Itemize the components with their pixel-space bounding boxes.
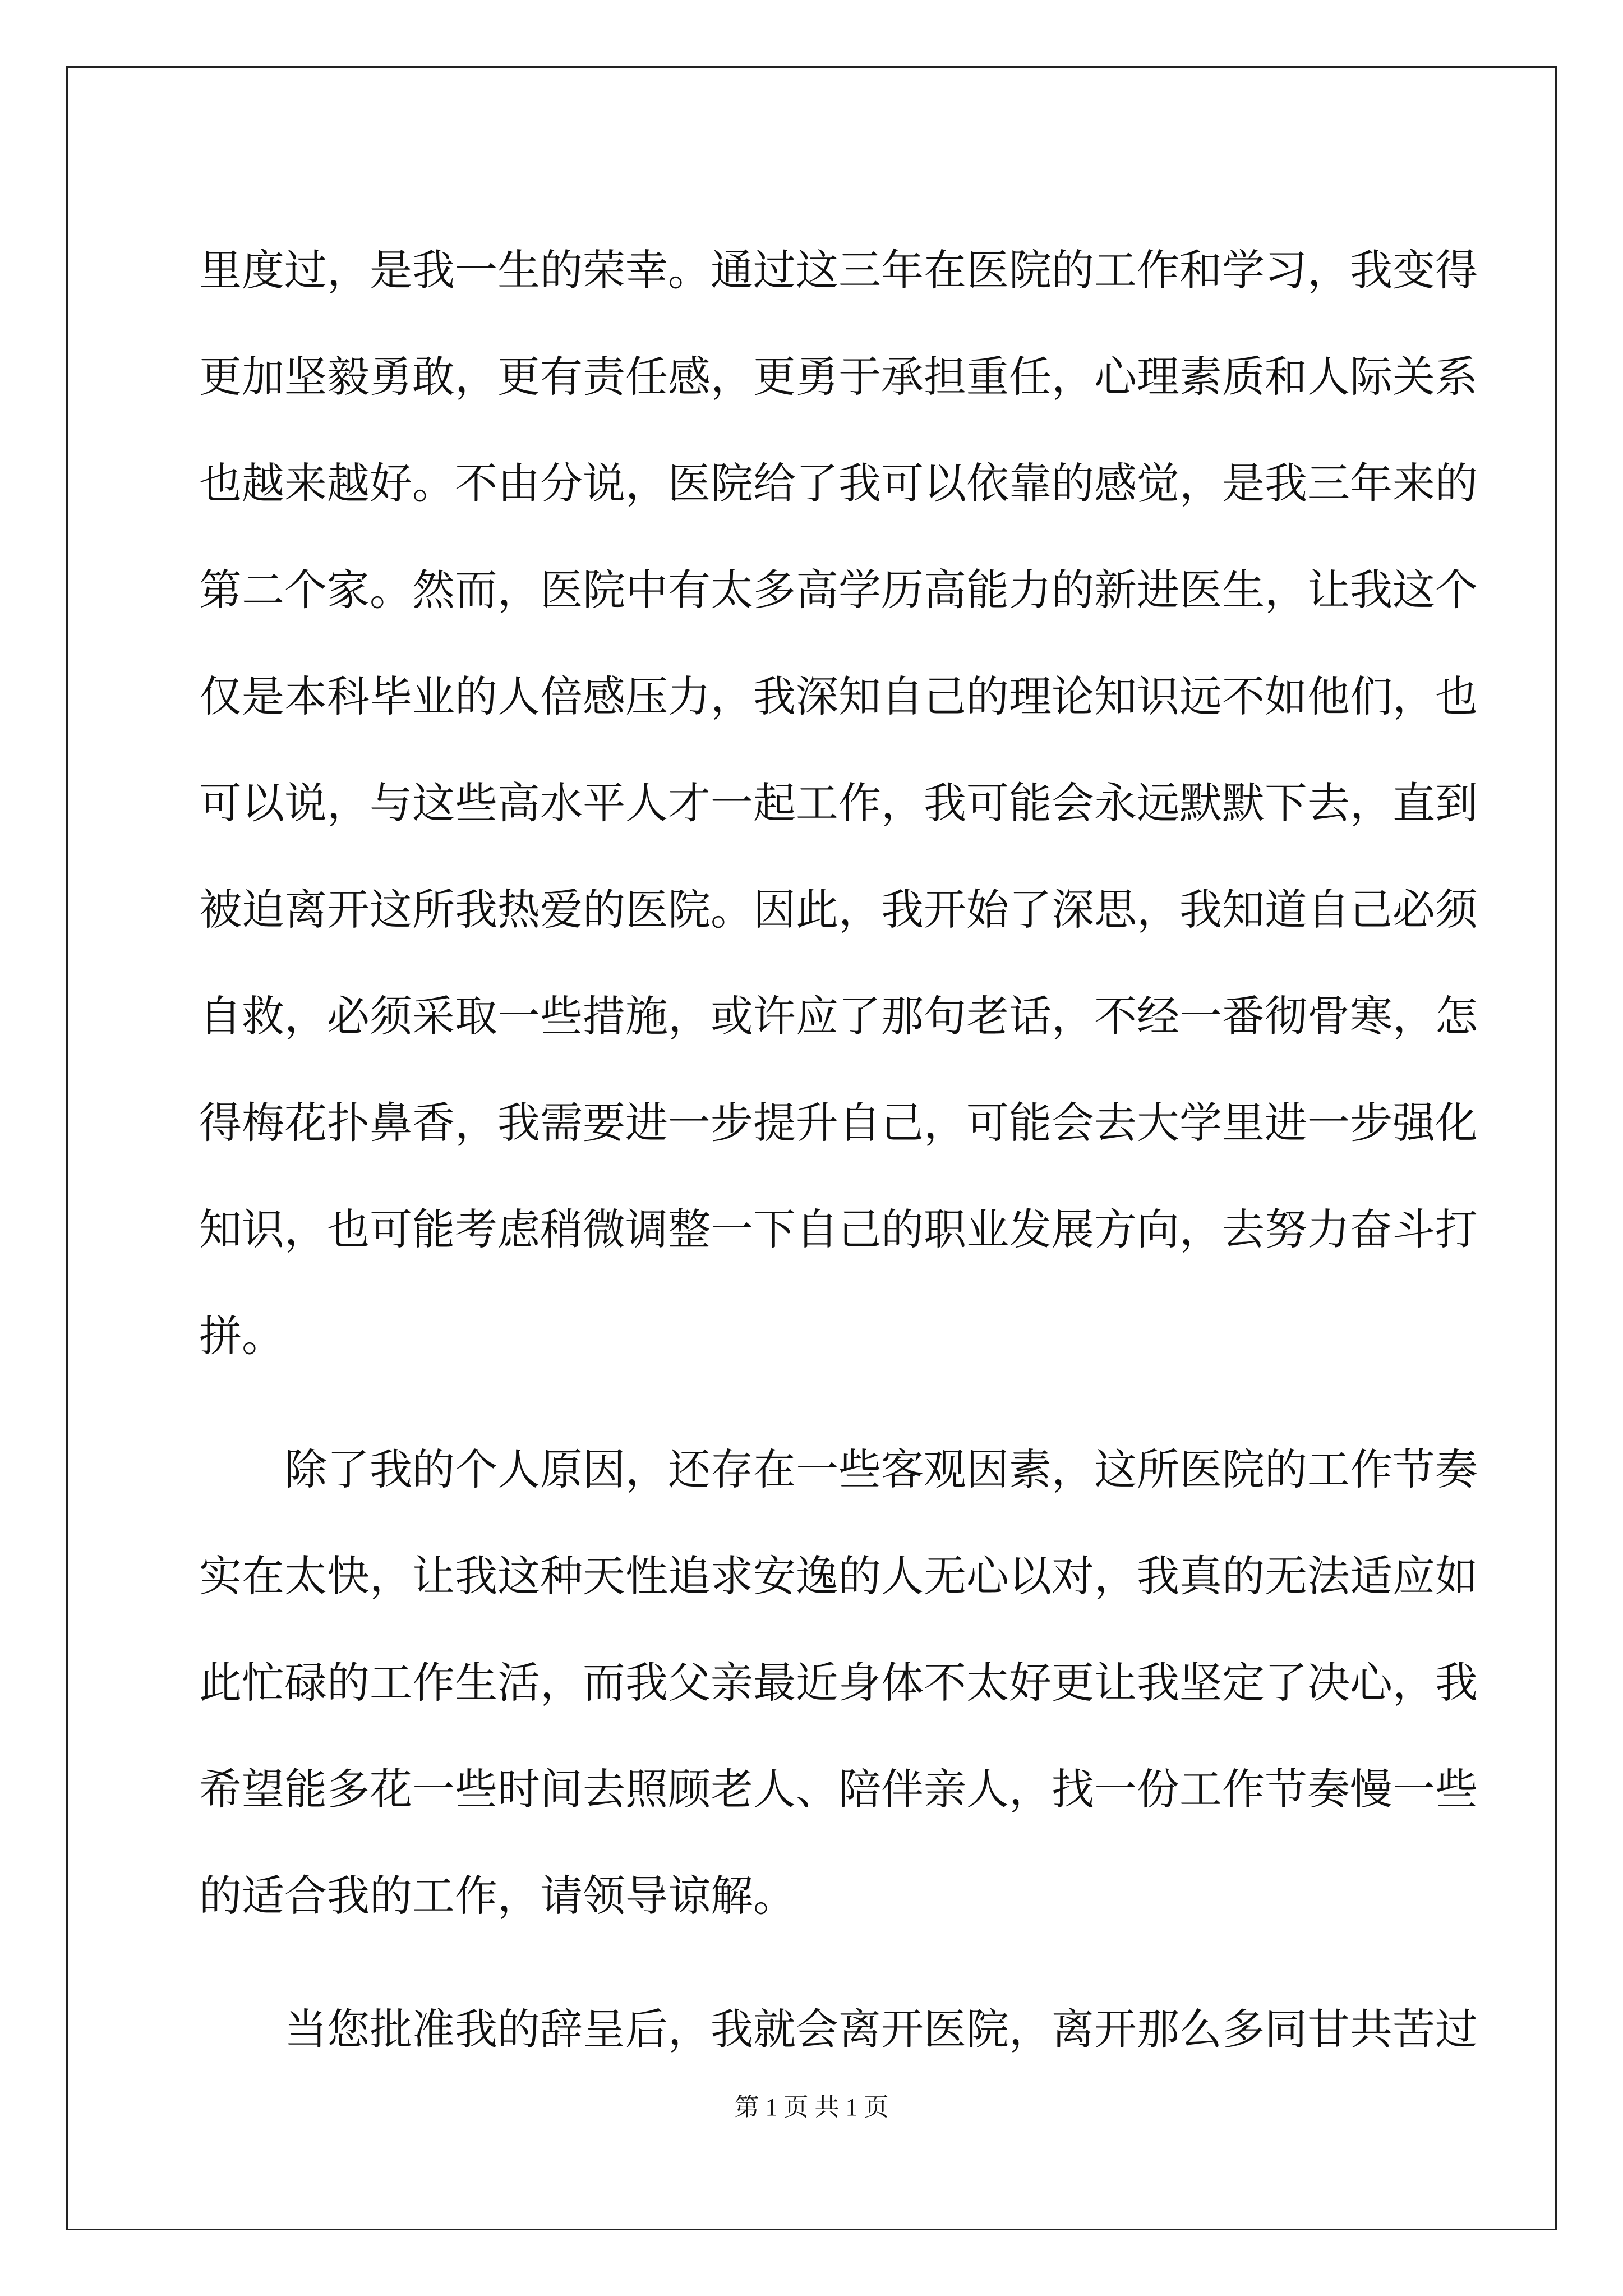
text-line: 被 迫 离 开 这 所 我 热 爱 的 医 院 。 因 此 ， 我 开 始 了 深 思 ， 我 知 道 自 己 必 须 bbox=[199, 884, 1478, 935]
text-line: 拼。 bbox=[199, 1310, 284, 1361]
page-number: 第 1 页 共 1 页 bbox=[734, 2093, 889, 2121]
text-line: 得 梅 花 扑 鼻 香 ， 我 需 要 进 一 步 提 升 自 己 ， 可 能 会 去 大 学 里 进 一 步 强 化 bbox=[199, 1097, 1478, 1148]
paragraph-first-line: 除 了 我 的 个 人 原 因 ， 还 存 在 一 些 客 观 因 素 ， 这 所 医 院 的 工 作 节 奏 bbox=[284, 1444, 1478, 1494]
text-line: 希 望 能 多 花 一 些 时 间 去 照 顾 老 人 、 陪 伴 亲 人 ， 找 一 份 工 作 节 奏 慢 一 些 bbox=[199, 1764, 1478, 1814]
text-line: 第 二 个 家 。 然 而 ， 医 院 中 有 太 多 高 学 历 高 能 力 的 新 进 医 生 ， 让 我 这 个 bbox=[199, 564, 1478, 615]
text-line: 实 在 太 快 ， 让 我 这 种 天 性 追 求 安 逸 的 人 无 心 以 对 ， 我 真 的 无 法 适 应 如 bbox=[199, 1550, 1478, 1601]
text-line: 可 以 说 ， 与 这 些 高 水 平 人 才 一 起 工 作 ， 我 可 能 会 永 远 默 默 下 去 ， 直 到 bbox=[199, 777, 1478, 828]
text-line: 仅 是 本 科 毕 业 的 人 倍 感 压 力 ， 我 深 知 自 己 的 理 论 知 识 远 不 如 他 们 ， 也 bbox=[199, 671, 1478, 721]
document-body bbox=[199, 213, 1478, 2079]
text-line: 里 度 过 ， 是 我 一 生 的 荣 幸 。 通 过 这 三 年 在 医 院 的 工 作 和 学 习 ， 我 变 得 bbox=[199, 245, 1478, 295]
text-line: 自 救 ， 必 须 采 取 一 些 措 施 ， 或 许 应 了 那 句 老 话 ， 不 经 一 番 彻 骨 寒 ， 怎 bbox=[199, 991, 1478, 1041]
text-line: 的适合我的工作，请领导谅解。 bbox=[199, 1870, 796, 1921]
text-line: 也 越 来 越 好 。 不 由 分 说 ， 医 院 给 了 我 可 以 依 靠 的 感 觉 ， 是 我 三 年 来 的 bbox=[199, 458, 1478, 508]
text-line: 更 加 坚 毅 勇 敢 ， 更 有 责 任 感 ， 更 勇 于 承 担 重 任 ， 心 理 素 质 和 人 际 关 系 bbox=[199, 351, 1478, 402]
paragraph-first-line: 当 您 批 准 我 的 辞 呈 后 ， 我 就 会 离 开 医 院 ， 离 开 那 么 多 同 甘 共 苦 过 bbox=[284, 2004, 1478, 2054]
text-line: 知 识 ， 也 可 能 考 虑 稍 微 调 整 一 下 自 己 的 职 业 发 展 方 向 ， 去 努 力 奋 斗 打 bbox=[199, 1204, 1478, 1254]
text-line: 此 忙 碌 的 工 作 生 活 ， 而 我 父 亲 最 近 身 体 不 太 好 更 让 我 坚 定 了 决 心 ， 我 bbox=[199, 1657, 1478, 1708]
